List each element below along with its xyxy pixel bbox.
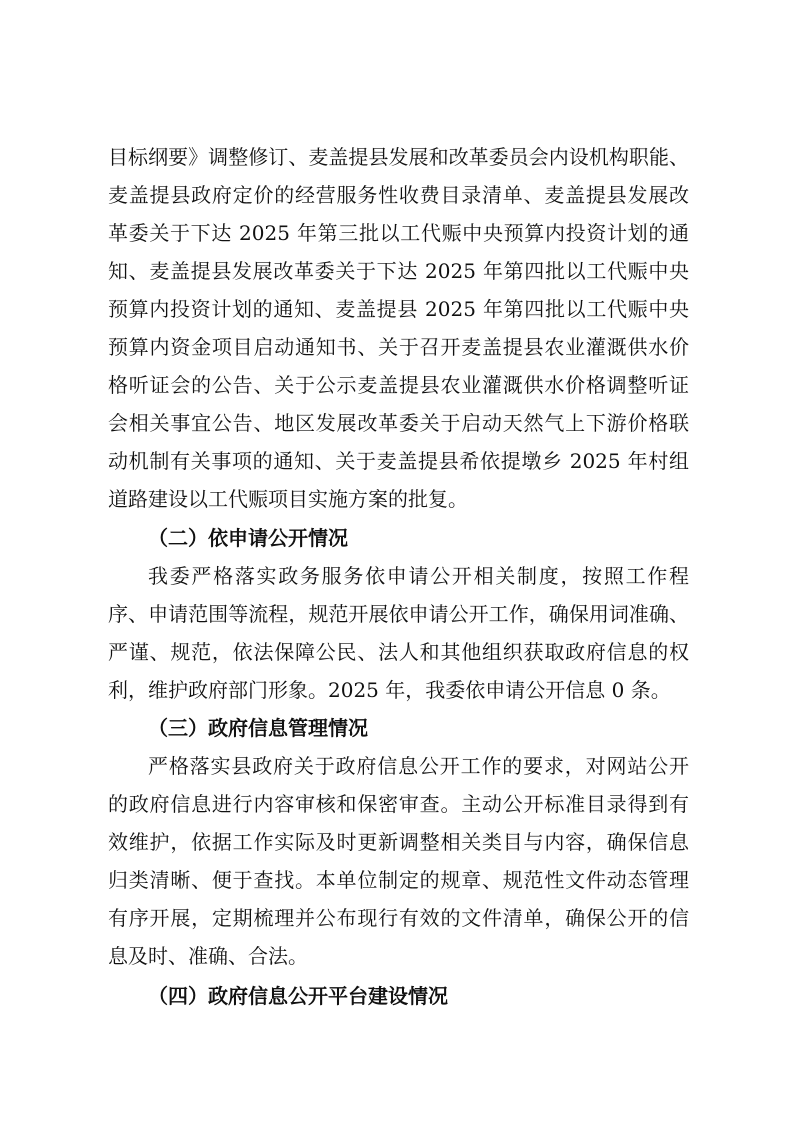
section-heading: （三）政府信息管理情况 (148, 716, 368, 740)
section-heading: （四）政府信息公开平台建设情况 (148, 984, 448, 1008)
paragraph-line: 知、麦盖提县发展改革委关于下达 2025 年第四批以工代赈中央 (108, 259, 689, 283)
paragraph-line: 有序开展，定期梳理并公布现行有效的文件清单，确保公开的信 (108, 906, 689, 930)
paragraph-line: 会相关事宜公告、地区发展改革委关于启动天然气上下游价格联 (108, 411, 689, 435)
paragraph-line: 预算内资金项目启动通知书、关于召开麦盖提县农业灌溉供水价 (108, 335, 689, 359)
paragraph-line: 严格落实县政府关于政府信息公开工作的要求，对网站公开 (148, 754, 689, 778)
paragraph-line: 革委关于下达 2025 年第三批以工代赈中央预算内投资计划的通 (108, 221, 689, 245)
paragraph-line: 息及时、准确、合法。 (108, 944, 308, 968)
paragraph-line: 预算内投资计划的通知、麦盖提县 2025 年第四批以工代赈中央 (108, 297, 689, 321)
section-heading: （二）依申请公开情况 (148, 526, 348, 550)
paragraph-line: 道路建设以工代赈项目实施方案的批复。 (108, 487, 468, 511)
paragraph-line: 效维护，依据工作实际及时更新调整相关类目与内容，确保信息 (108, 830, 689, 854)
paragraph-line: 我委严格落实政务服务依申请公开相关制度，按照工作程 (148, 564, 689, 588)
paragraph-line: 目标纲要》调整修订、麦盖提县发展和改革委员会内设机构职能、 (108, 145, 689, 169)
paragraph-line: 动机制有关事项的通知、关于麦盖提县希依提墩乡 2025 年村组 (108, 449, 689, 473)
paragraph-line: 利，维护政府部门形象。2025 年，我委依申请公开信息 0 条。 (108, 678, 671, 702)
paragraph-line: 序、申请范围等流程，规范开展依申请公开工作，确保用词准确、 (108, 602, 689, 626)
paragraph-line: 麦盖提县政府定价的经营服务性收费目录清单、麦盖提县发展改 (108, 183, 689, 207)
paragraph-line: 格听证会的公告、关于公示麦盖提县农业灌溉供水价格调整听证 (108, 373, 689, 397)
paragraph-line: 归类清晰、便于查找。本单位制定的规章、规范性文件动态管理 (108, 868, 689, 892)
paragraph-line: 严谨、规范，依法保障公民、法人和其他组织获取政府信息的权 (108, 640, 689, 664)
paragraph-line: 的政府信息进行内容审核和保密审查。主动公开标准目录得到有 (108, 792, 689, 816)
